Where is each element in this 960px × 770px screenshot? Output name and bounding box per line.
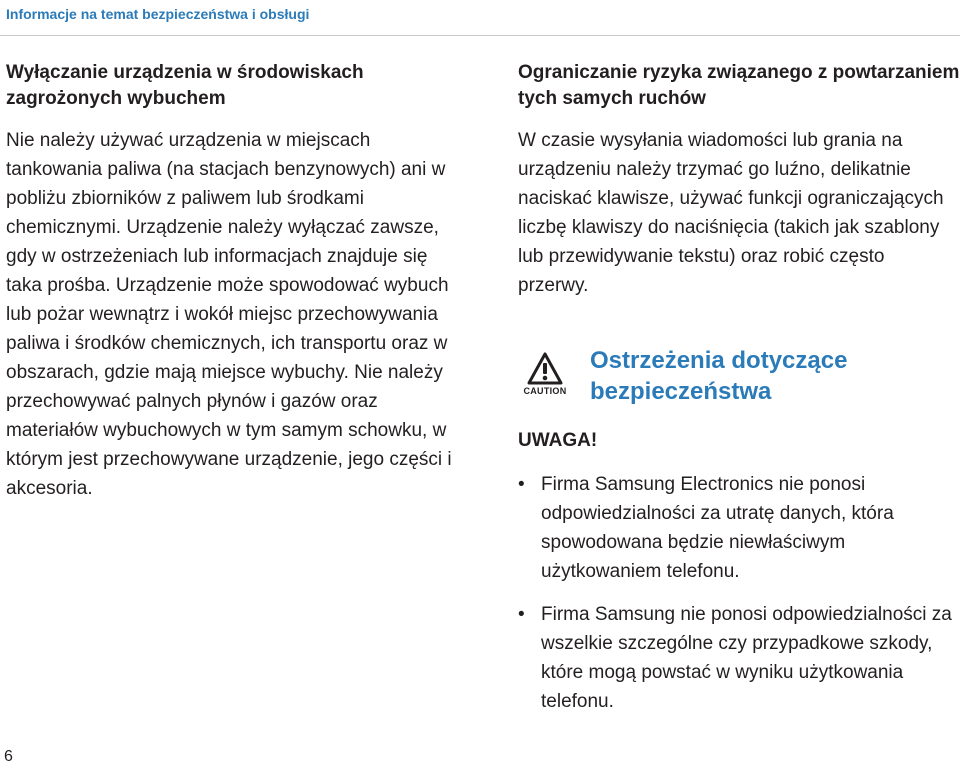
header-divider bbox=[0, 35, 960, 36]
caution-icon-label: CAUTION bbox=[523, 386, 567, 396]
bullet-text: Firma Samsung Electronics nie ponosi odpowiedzialności za utratę danych, która spowodowana będzie niewłaściwym użytkowaniem telefonu. bbox=[541, 474, 894, 582]
caution-triangle-icon bbox=[518, 352, 572, 404]
page-number: 6 bbox=[4, 748, 13, 765]
warning-label: UWAGA! bbox=[518, 430, 598, 451]
right-column bbox=[518, 60, 960, 730]
caution-block bbox=[518, 347, 960, 412]
bullet-dot-icon: • bbox=[518, 604, 525, 625]
bullet-text: Firma Samsung nie ponosi odpowiedzialności za wszelkie szczególne czy przypadkowe szkody, które mogą powstać w wyniku użytkowania telefonu. bbox=[541, 604, 952, 712]
section-body-repetitive-motion: W czasie wysyłania wiadomości lub grania na urządzeniu należy trzymać go luźno, delikatnie naciskać klawisze, używać funkcji ograniczających liczbę klawiszy do naciśnięcia (takich jak szablony lub przewidywanie tekstu) oraz robić często przerwy. bbox=[518, 130, 944, 296]
warning-bullet-list bbox=[518, 470, 960, 716]
warning-bullet-item bbox=[518, 470, 960, 586]
caution-section-title: Ostrzeżenia dotyczące bezpieczeństwa bbox=[590, 347, 848, 405]
section-heading-explosive-environments: Wyłączanie urządzenia w środowiskach zagrożonych wybuchem bbox=[6, 62, 364, 109]
warning-bullet-item bbox=[518, 600, 960, 716]
bullet-dot-icon: • bbox=[518, 474, 525, 495]
section-heading-repetitive-motion: Ograniczanie ryzyka związanego z powtarzaniem tych samych ruchów bbox=[518, 62, 960, 109]
section-body-explosive-environments: Nie należy używać urządzenia w miejscach tankowania paliwa (na stacjach benzynowych) ani w pobliżu zbiorników z paliwem lub środkami chemicznymi. Urządzenie należy wyłączać zawsze, gdy w ostrzeżeniach lub informacjach znajduje się taka prośba. Urządzenie może spowodować wybuch lub pożar wewnątrz i wokół miejsc przechowywania paliwa i środków chemicznych, ich transportu oraz w obszarach, gdzie mają miejsce wybuchy. Nie należy przechowywać palnych płynów i gazów oraz materiałów wybuchowych w tym samym schowku, w którym jest przechowywane urządzenie, jego części i akcesoria. bbox=[6, 130, 452, 499]
running-header: Informacje na temat bezpieczeństwa i obsługi bbox=[6, 6, 310, 22]
left-column bbox=[6, 60, 468, 503]
